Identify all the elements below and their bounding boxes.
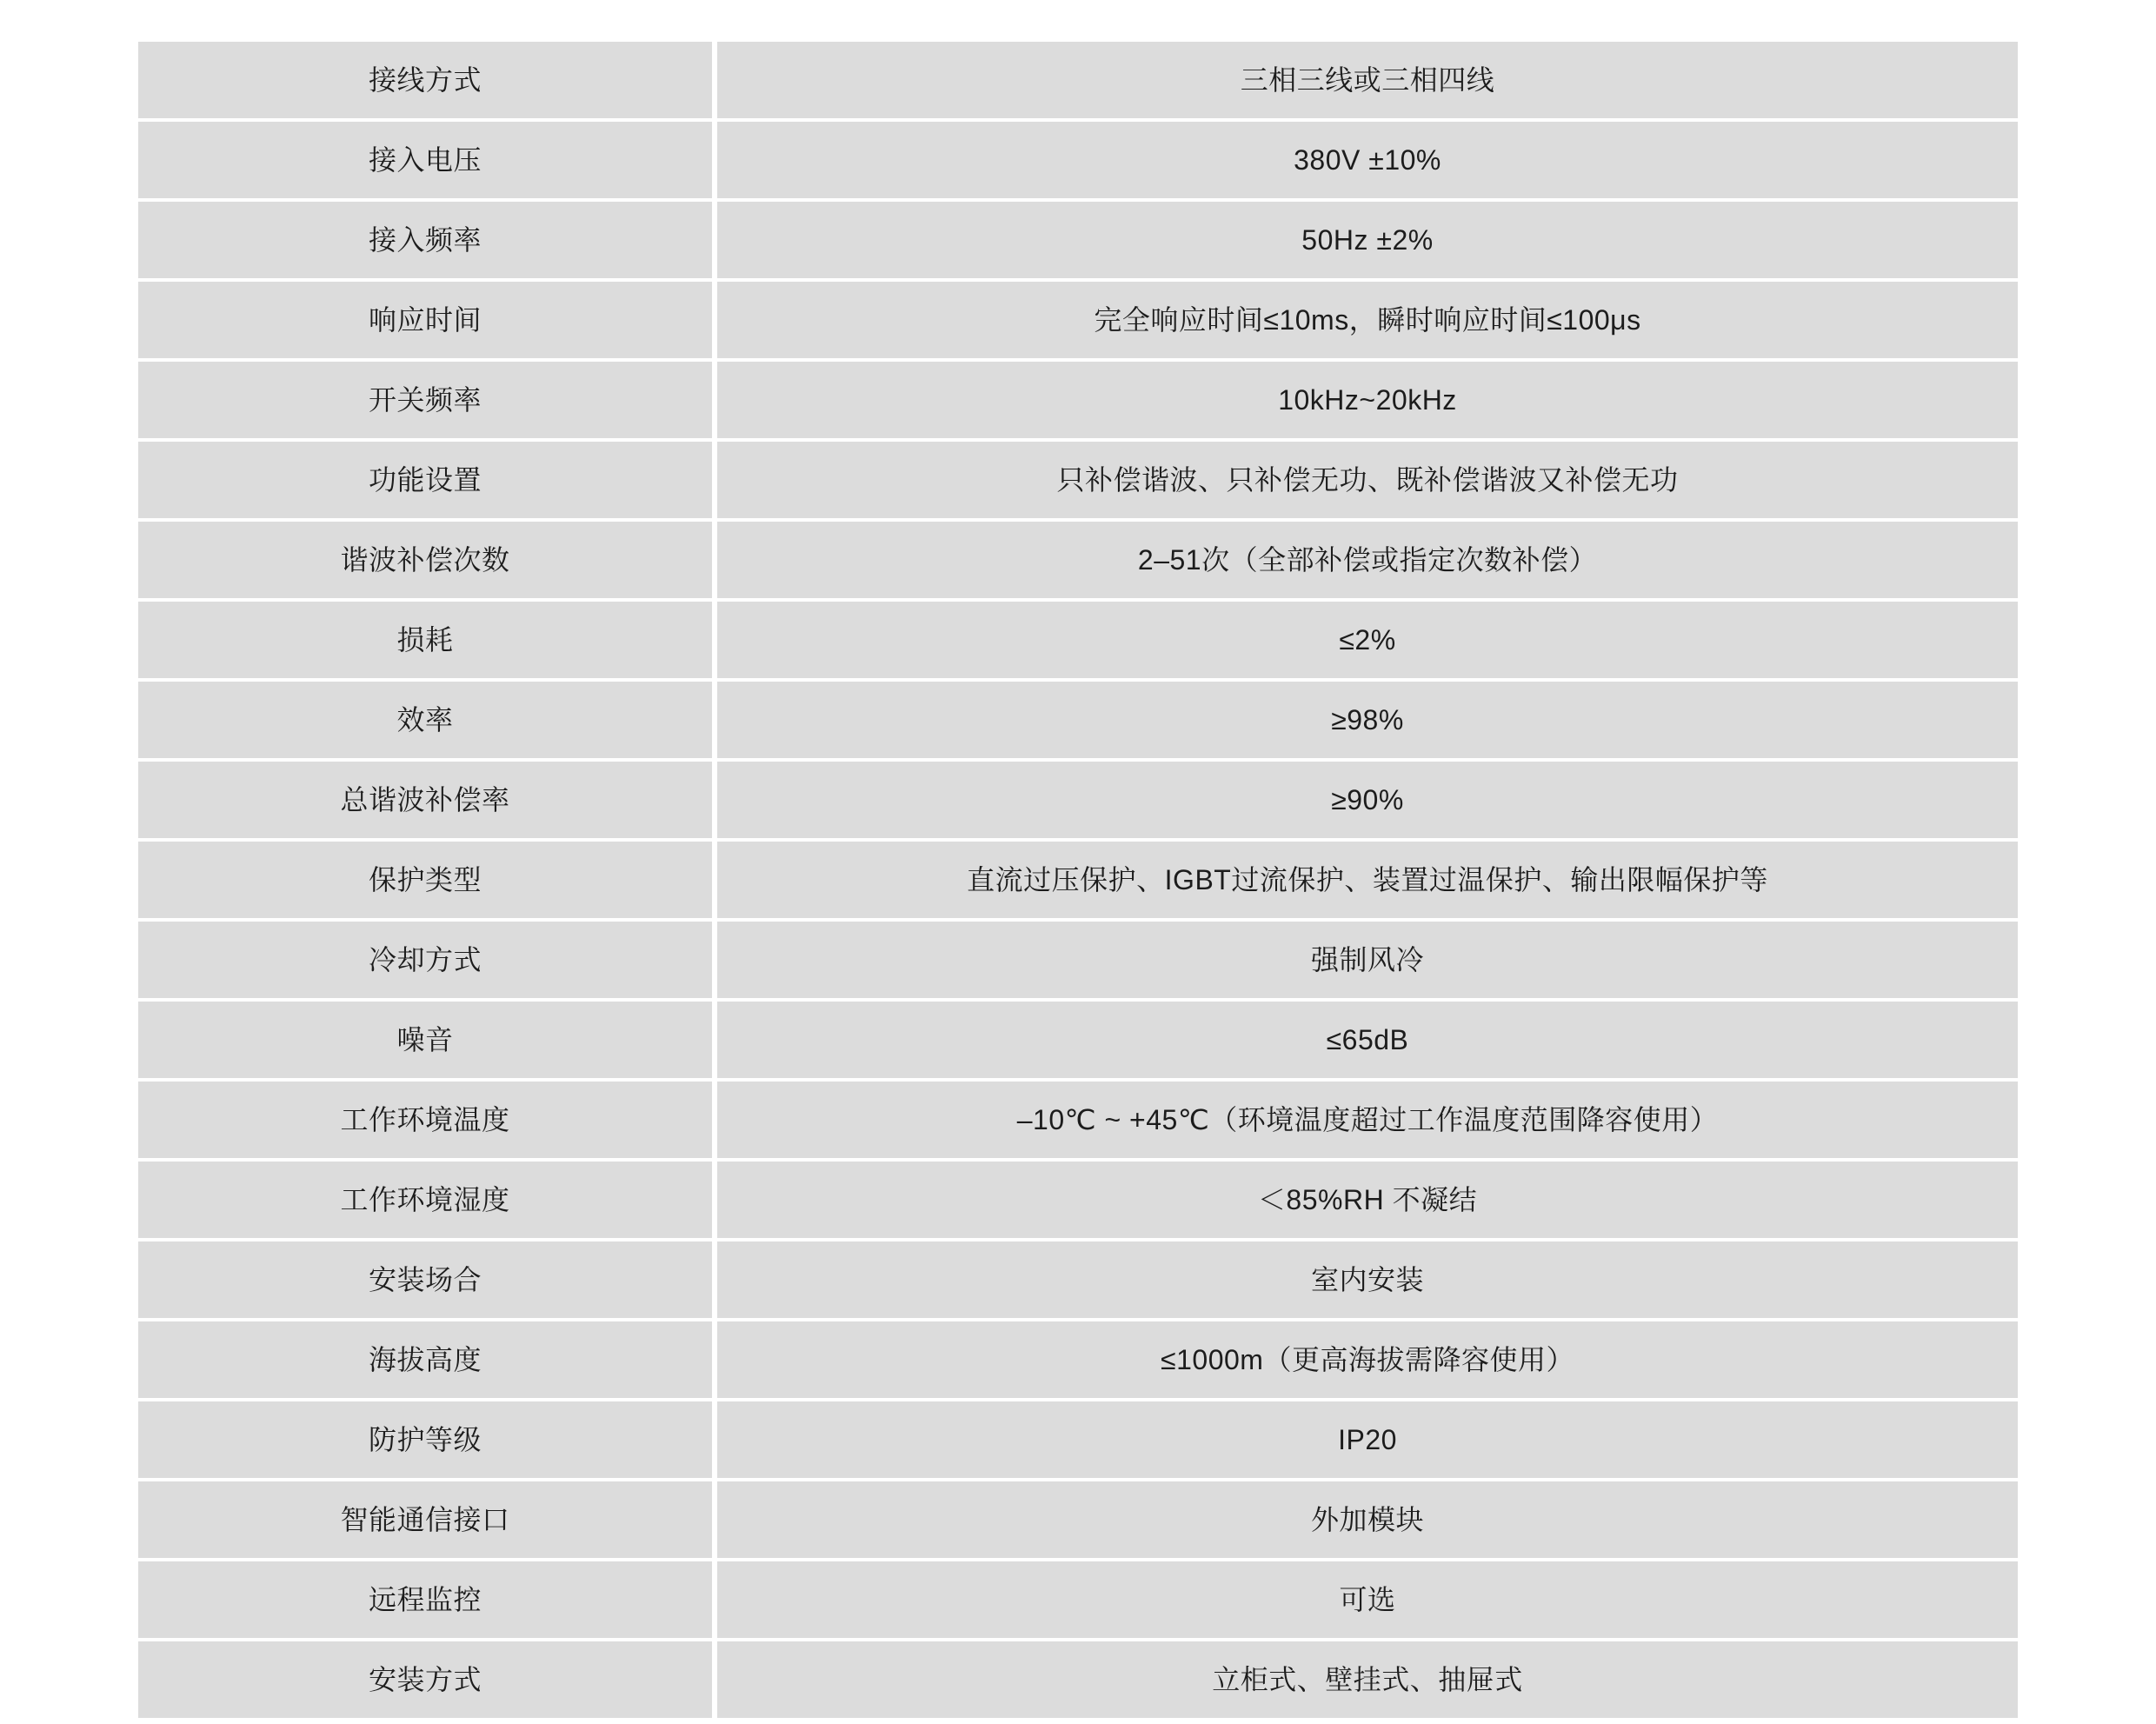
spec-label-cell: 噪音 [138,1002,712,1078]
spec-label-cell: 防护等级 [138,1401,712,1478]
spec-label-cell: 工作环境湿度 [138,1162,712,1238]
spec-value-cell: 可选 [717,1561,2018,1638]
spec-value-cell: ＜85%RH 不凝结 [717,1162,2018,1238]
spec-value-cell: 10kHz~20kHz [717,362,2018,438]
spec-value-cell: 三相三线或三相四线 [717,42,2018,118]
table-row [138,602,2018,678]
spec-label-cell: 安装场合 [138,1241,712,1318]
table-row [138,1241,2018,1318]
spec-value-cell: 外加模块 [717,1481,2018,1558]
spec-value-cell: 立柜式、壁挂式、抽屉式 [717,1641,2018,1718]
table-row [138,1481,2018,1558]
spec-value-cell: 只补偿谐波、只补偿无功、既补偿谐波又补偿无功 [717,442,2018,518]
table-row [138,1641,2018,1718]
spec-value-cell: ≤2% [717,602,2018,678]
table-row [138,42,2018,118]
specification-table-body [138,42,2018,1718]
table-row [138,762,2018,838]
spec-label-cell: 智能通信接口 [138,1481,712,1558]
table-row [138,842,2018,918]
table-row [138,202,2018,278]
spec-value-cell: 室内安装 [717,1241,2018,1318]
spec-label-cell: 谐波补偿次数 [138,522,712,598]
spec-value-cell: 直流过压保护、IGBT过流保护、装置过温保护、输出限幅保护等 [717,842,2018,918]
spec-value-cell: ≤1000m（更高海拔需降容使用） [717,1321,2018,1398]
spec-label-cell: 接线方式 [138,42,712,118]
spec-label-cell: 响应时间 [138,282,712,358]
table-row [138,522,2018,598]
spec-value-cell: ≥90% [717,762,2018,838]
spec-label-cell: 总谐波补偿率 [138,762,712,838]
specification-table [138,38,2018,1721]
spec-label-cell: 远程监控 [138,1561,712,1638]
table-row [138,1321,2018,1398]
spec-value-cell: 380V ±10% [717,122,2018,198]
spec-value-cell: 50Hz ±2% [717,202,2018,278]
spec-label-cell: 开关频率 [138,362,712,438]
spec-value-cell: IP20 [717,1401,2018,1478]
table-row [138,1002,2018,1078]
spec-label-cell: 接入频率 [138,202,712,278]
table-row [138,1162,2018,1238]
spec-label-cell: 海拔高度 [138,1321,712,1398]
spec-value-cell: 2–51次（全部补偿或指定次数补偿） [717,522,2018,598]
spec-value-cell: ≤65dB [717,1002,2018,1078]
table-row [138,122,2018,198]
spec-value-cell: 完全响应时间≤10ms，瞬时响应时间≤100μs [717,282,2018,358]
table-row [138,282,2018,358]
table-row [138,1082,2018,1158]
spec-label-cell: 接入电压 [138,122,712,198]
spec-label-cell: 功能设置 [138,442,712,518]
table-row [138,922,2018,998]
spec-label-cell: 冷却方式 [138,922,712,998]
spec-label-cell: 安装方式 [138,1641,712,1718]
spec-value-cell: ≥98% [717,682,2018,758]
spec-label-cell: 工作环境温度 [138,1082,712,1158]
spec-value-cell: 强制风冷 [717,922,2018,998]
spec-label-cell: 损耗 [138,602,712,678]
table-row [138,1401,2018,1478]
table-row [138,1561,2018,1638]
table-row [138,442,2018,518]
table-row [138,362,2018,438]
table-row [138,682,2018,758]
spec-label-cell: 保护类型 [138,842,712,918]
spec-label-cell: 效率 [138,682,712,758]
spec-value-cell: –10℃ ~ +45℃（环境温度超过工作温度范围降容使用） [717,1082,2018,1158]
